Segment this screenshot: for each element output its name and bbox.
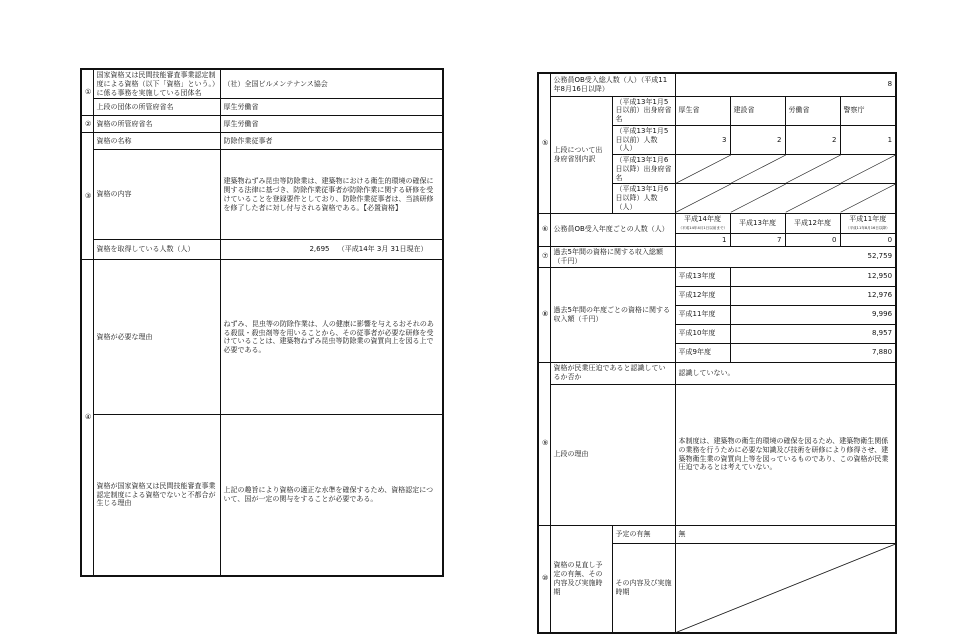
income-value-4: 8,957 — [730, 324, 896, 343]
holders-count-cell — [220, 240, 443, 260]
ob-year-count-4: 0 — [840, 234, 896, 247]
ob-year-1 — [675, 213, 730, 234]
review-plan-detail-label: その内容及び実施時期 — [612, 543, 675, 633]
inconvenience-reason-value: 上記の趣旨により資格の適正な水準を確保するため、資格認定について、国が一定の関与をすることが必要である。 — [220, 415, 443, 576]
income-value-2: 12,976 — [730, 286, 896, 305]
organization-value: （社）全国ビルメンテナンス協会 — [220, 69, 443, 99]
income-yearly-label: 過去5年間の年度ごとの資格に関する収入額（千円） — [550, 267, 675, 362]
ob-year-2: 平成13年度 — [730, 213, 785, 234]
row-number-4: ④ — [81, 260, 93, 576]
ob-pre-count-label: （平成13年1月5日以前）人数（人） — [612, 125, 675, 154]
competition-reason-label: 上段の理由 — [550, 384, 675, 525]
license-name-value: 防除作業従事者 — [220, 133, 443, 150]
review-plan-detail-empty — [675, 543, 896, 633]
holders-count-label: 資格を取得している人数（人） — [93, 240, 220, 260]
ob-year-count-3: 0 — [785, 234, 840, 247]
necessity-reason-label: 資格が必要な理由 — [93, 260, 220, 415]
license-name-label: 資格の名称 — [93, 133, 220, 150]
license-content-label: 資格の内容 — [93, 150, 220, 240]
license-ministry-label: 資格の所管府省名 — [93, 116, 220, 133]
row-number-7: ⑦ — [538, 247, 550, 268]
row-number-8: ⑧ — [538, 267, 550, 362]
row-number-3: ③ — [81, 133, 93, 260]
ob-ministry-count-4: 1 — [840, 125, 896, 154]
ob-ministry-4: 警察庁 — [840, 96, 896, 125]
ob-ministry-count-3: 2 — [785, 125, 840, 154]
ob-year-count-1: 1 — [675, 234, 730, 247]
income-value-1: 12,950 — [730, 267, 896, 286]
competition-reason-value: 本制度は、建築物の衛生的環境の確保を図るため、建築物衛生関係の業務を行うために必要な知識及び技術を研修により修得させ、建築物衛生業の資質向上等を図っているものであり、この資格が民業圧迫であるとは考えていない。 — [675, 384, 896, 525]
left-form-page — [80, 68, 442, 574]
ob-ministry-count-2: 2 — [730, 125, 785, 154]
license-content-value: 建築物ねずみ昆虫等防除業は、建築物における衛生的環境の確保に関する法律に基づき、防除作業従事者が防除作業に関する研修を受けていることを登録要件としており、防除作業従事者は、当該研修を修了した者に対し付与される資格である。【必置資格】 — [220, 150, 443, 240]
ob-yearly-label: 公務員OB受入年度ごとの人数（人） — [550, 213, 675, 247]
ob-total-label: 公務員OB受入総人数（人）（平成11年8月16日以降） — [550, 73, 675, 96]
income-value-3: 9,996 — [730, 305, 896, 324]
row-number-5: ⑤ — [538, 73, 550, 213]
left-form-table — [80, 68, 444, 577]
row-number-10: ⑩ — [538, 525, 550, 633]
diagonal-strike-icon — [676, 544, 896, 633]
right-form-page — [537, 72, 895, 596]
ob-post-ministry-label: （平成13年1月6日以降）出身府省名 — [612, 155, 675, 184]
ob-breakdown-label: 上段について出身府省別内訳 — [550, 96, 612, 213]
ob-year-1-label: 平成14年度 — [684, 214, 721, 223]
income-year-4: 平成10年度 — [675, 324, 730, 343]
row-number-1: ① — [81, 69, 93, 116]
ob-year-4-note: （平成11年8月16日以降） — [845, 226, 890, 231]
ob-ministry-2: 建設省 — [730, 96, 785, 125]
ob-ministry-1: 厚生省 — [675, 96, 730, 125]
income-value-5: 7,880 — [730, 343, 896, 362]
ob-year-4-label: 平成11年度 — [849, 214, 887, 223]
right-form-table — [537, 72, 897, 634]
ob-pre-ministry-label: （平成13年1月5日以前）出身府省名 — [612, 96, 675, 125]
competition-question-value: 認識していない。 — [675, 362, 896, 384]
ob-ministry-3: 労働省 — [785, 96, 840, 125]
row-number-6: ⑥ — [538, 213, 550, 247]
ob-post-ministry-empty — [675, 155, 896, 184]
income-year-3: 平成11年度 — [675, 305, 730, 324]
inconvenience-reason-label: 資格が国家資格又は民間技能審査事業認定制度による資格でないと不都合が生じる理由 — [93, 415, 220, 576]
review-plan-has-value: 無 — [675, 525, 896, 543]
diagonal-strike-icon — [676, 155, 896, 183]
income-year-2: 平成12年度 — [675, 286, 730, 305]
necessity-reason-value: ねずみ、昆虫等の防除作業は、人の健康に影響を与えるおそれのある殺鼠・殺虫剤等を用いることから、その従事者が必要な研修を受けていることは、建築物ねずみ昆虫等防除業の資質向上を図る上で必要である。 — [220, 260, 443, 415]
ob-post-count-label: （平成13年1月6日以降）人数（人） — [612, 184, 675, 213]
org-ministry-label: 上段の団体の所管府省名 — [93, 99, 220, 116]
ob-post-count-empty — [675, 184, 896, 213]
competition-question-label: 資格が民業圧迫であると認識しているか否か — [550, 362, 675, 384]
ob-year-count-2: 7 — [730, 234, 785, 247]
income-year-5: 平成9年度 — [675, 343, 730, 362]
income-total-label: 過去5年間の資格に関する収入総額（千円） — [550, 247, 675, 268]
income-year-1: 平成13年度 — [675, 267, 730, 286]
diagonal-strike-icon — [676, 184, 896, 212]
ob-year-1-note: （平成14年4月1日以前まで） — [678, 226, 728, 231]
income-total-value: 52,759 — [675, 247, 896, 268]
review-plan-label: 資格の見直し予定の有無、その内容及び実施時期 — [550, 525, 612, 633]
holders-count-value: 2,695 — [309, 245, 330, 254]
holders-count-date: （平成14年 3月 31日現在） — [337, 245, 428, 254]
review-plan-has-label: 予定の有無 — [612, 525, 675, 543]
ob-year-4 — [840, 213, 896, 234]
org-ministry-value: 厚生労働省 — [220, 99, 443, 116]
row-number-9: ⑨ — [538, 362, 550, 525]
license-ministry-value: 厚生労働省 — [220, 116, 443, 133]
row-number-2: ② — [81, 116, 93, 133]
ob-ministry-count-1: 3 — [675, 125, 730, 154]
organization-label: 国家資格又は民間技能審査事業認定制度による資格（以下「資格」という。）に係る事務を実施している団体名 — [93, 69, 220, 99]
ob-total-value: 8 — [675, 73, 896, 96]
ob-year-3: 平成12年度 — [785, 213, 840, 234]
